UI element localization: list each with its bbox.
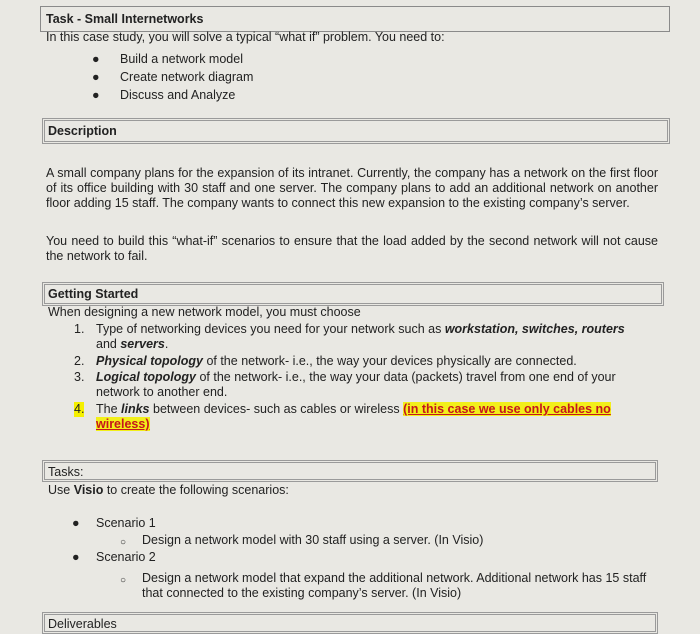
description-title: Description — [48, 124, 117, 138]
description-paragraph-2: You need to build this “what-if” scenarios to ensure that the load added by the second network will not cause the network to fail. — [46, 234, 658, 263]
item-text: of the network- i.e., the way your devices physically are connected. — [202, 354, 577, 368]
item-text: and — [96, 337, 121, 351]
scenario-2-label: Scenario 2 — [96, 550, 156, 564]
item-number: 1. — [74, 322, 85, 336]
item-text: of the network- i.e., the way your data (packets) travel from one end of your network to another end. — [96, 370, 616, 399]
item-text: Type of networking devices you need for your network such as — [96, 322, 445, 336]
item-emphasis: links — [121, 402, 150, 416]
task-bullet-list — [92, 50, 254, 104]
item-emphasis: Physical topology — [96, 354, 203, 368]
getting-started-item-2 — [74, 354, 646, 370]
tasks-title: Tasks: — [48, 465, 84, 479]
getting-started-item-3 — [74, 370, 646, 402]
scenario-1-detail: Design a network model with 30 staff using a server. (In Visio) — [142, 533, 484, 547]
item-text: between devices- such as cables or wireless — [149, 402, 404, 416]
item-text: The — [96, 402, 122, 416]
scenario-1-label: Scenario 1 — [96, 516, 156, 530]
bullet-icon: ● — [92, 70, 100, 84]
scenario-2-detail: Design a network model that expand the additional network. Additional network has 15 staff that connected to the existing company’s server. (In Visio) — [142, 571, 647, 600]
getting-started-title: Getting Started — [48, 287, 139, 301]
tasks-title-box — [42, 460, 658, 482]
task-bullet-item — [92, 86, 253, 104]
task-bullet-item — [92, 50, 253, 68]
item-number: 2. — [74, 354, 85, 368]
bullet-icon: ● — [72, 516, 80, 530]
item-text: . — [164, 337, 169, 351]
task-bullet-item — [92, 68, 254, 86]
tasks-intro-bold: Visio — [73, 483, 104, 497]
getting-started-item-4 — [74, 402, 646, 434]
item-emphasis: workstation, switches, routers — [444, 322, 625, 336]
task-bullet-text: Create network diagram — [120, 70, 254, 84]
description-paragraph-1: A small company plans for the expansion of its intranet. Currently, the company has a network on the first floor of its office building with 30 staff and one server. The company plans to add an additional network on another floor adding 15 staff. The company wants to connect this new expansion to the existing company’s server. — [46, 166, 658, 210]
bullet-icon: ● — [92, 88, 100, 102]
item-number: 3. — [74, 370, 85, 384]
description-title-box — [42, 118, 670, 144]
getting-started-list — [74, 322, 646, 434]
tasks-intro — [48, 483, 289, 498]
highlighted-note: (in this case we use only cables no wireless) — [96, 402, 611, 431]
item-emphasis: servers — [120, 337, 165, 351]
circle-bullet-icon: ○ — [120, 537, 127, 548]
deliverables-title-box — [42, 612, 658, 634]
task-title: Task - Small Internetworks — [46, 12, 204, 26]
getting-started-intro: When designing a new network model, you must choose — [48, 305, 361, 319]
bullet-icon: ● — [92, 52, 100, 66]
circle-bullet-icon: ○ — [120, 575, 127, 586]
task-bullet-text: Discuss and Analyze — [120, 88, 236, 102]
tasks-intro-text: to create the following scenarios: — [103, 483, 289, 497]
deliverables-title: Deliverables — [48, 617, 117, 631]
task-bullet-text: Build a network model — [120, 52, 243, 66]
bullet-icon: ● — [72, 550, 80, 564]
task-intro: In this case study, you will solve a typical “what if” problem. You need to: — [46, 30, 445, 44]
item-number: 4. — [74, 402, 85, 416]
item-emphasis: Logical topology — [96, 370, 196, 384]
getting-started-item-1 — [74, 322, 646, 354]
tasks-intro-text: Use — [48, 483, 74, 497]
